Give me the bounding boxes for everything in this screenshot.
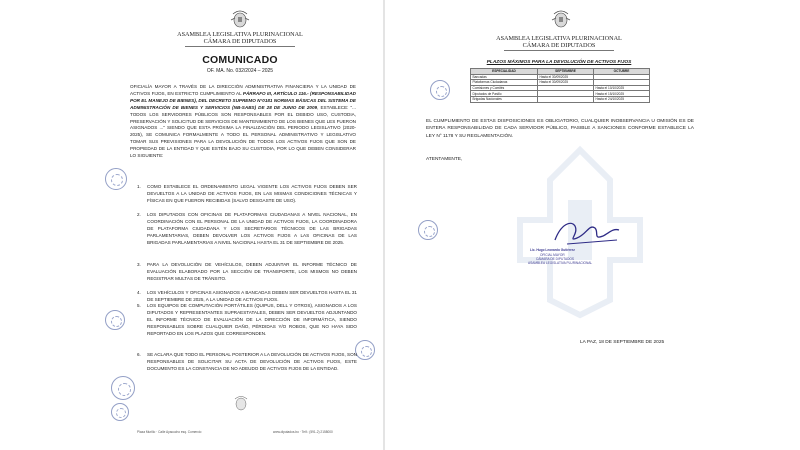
header-assembly-name: ASAMBLEA LEGISLATIVA PLURINACIONAL: [496, 35, 622, 42]
table-cell: Hasta el 10/10/2025: [593, 85, 649, 91]
table-cell: [537, 96, 593, 102]
intro-legal-ref: PÁRRAFO III, ARTÍCULO 116.- (RESPONSABILIDAD POR EL MANEJO DE BIENES), DEL DECRETO SUPREMO N°0181 NORMAS BÁSICAS DEL SISTEMA DE ADMINISTRACIÓN DE BIENES Y SERVICIOS (NB-SABS) DE 28 DE JUNIO DE 2009: [130, 90, 356, 110]
seal-stamp-icon: [105, 168, 127, 190]
reference-number: OF. MA. No. 032/2024 – 2025: [206, 68, 274, 74]
bolivia-coat-of-arms-icon: [229, 8, 251, 30]
table-cell: Plataformas Ciudadanas: [471, 80, 538, 86]
list-item: PARA LA DEVOLUCIÓN DE VEHÍCULOS, DEBEN ADJUNTAR EL INFORME TÉCNICO DE EVALUACIÓN ELABORADO POR LA SECCIÓN DE TRANSPORTE, LOS MISMOS NO DEBEN REGISTRAR MULTAS DE TRÁNSITO.: [147, 262, 357, 281]
table-cell: Hasta el 15/10/2025: [593, 91, 649, 97]
seal-stamp-icon: [418, 220, 438, 240]
list-item: LOS DIPUTADOS CON OFICINAS DE PLATAFORMAS CIUDADANAS A NIVEL NACIONAL, EN COORDINACIÓN CON EL PERSONAL DE LA UNIDAD DE ACTIVOS FIJOS, LA COORDINADORA DE PLATAFORMA CIUDADANA Y LOS SECRETARIOS TÉCNICOS DE LAS BRIGADAS PARLAMENTARIAS, DEBEN DEVOLVER LOS ACTIVOS FIJOS A LAS OFICINAS DE LAS BRIGADAS PARLAMENTARIAS A NIVEL NACIONAL HASTA EL 31 DE SEPTIEMBRE DE 2025.: [147, 212, 357, 245]
handwritten-signature: [547, 216, 627, 250]
list-item-number: 2.: [137, 212, 141, 217]
intro-text-1: OFICIALÍA MAYOR A TRAVÉS DE LA DIRECCIÓN ADMINISTRATIVA FINANCIERA Y LA UNIDAD DE ACTIVOS FIJOS, EN ESTRICTO CUMPLIMIENTO AL: [130, 84, 356, 96]
header-chamber-name: CÁMARA DE DIPUTADOS: [203, 38, 277, 45]
table-header-cell: OCTUBRE: [593, 69, 649, 75]
footer-crest-icon: [231, 393, 251, 413]
right-page: [412, 0, 706, 450]
header-rule: [504, 50, 614, 51]
closing-salutation: ATENTAMENTE,: [426, 157, 463, 162]
list-item-number: 3.: [137, 262, 141, 267]
list-item: LOS EQUIPOS DE COMPUTACIÓN PORTÁTILES (QUIPUS, DELL Y OTROS), ASIGNADOS A LOS DIPUTADOS Y REPRESENTANTES SUPRAESTATALES, DEBEN SER DEVUELTOS ADJUNTANDO EL INFORME TÉCNICO DE EVALUACIÓN DE LA DIRECCIÓN DE INFORMÁTICA, SIENDO RESPONSABLES SOBRE CUALQUIER DAÑO, PÉRDIDAS Y/O ROBOS, QUE NO HAYA SIDO REPORTADO EN LOS PLAZOS QUE CORRESPONDEN.: [147, 303, 357, 336]
footer-address: Plaza Murillo · Calle Ayacucho esq. Comercio: [137, 430, 202, 434]
seal-stamp-icon: [105, 310, 125, 330]
list-item-number: 5.: [137, 303, 141, 308]
table-cell: Hasta el 24/10/2025: [593, 96, 649, 102]
table-header-cell: ESPECIALIDAD: [471, 69, 538, 75]
signer-title: OFICIAL MAYOR: [540, 253, 565, 257]
list-item-number: 1.: [137, 184, 141, 189]
table-header-cell: SEPTIEMBRE: [537, 69, 593, 75]
list-item-number: 4.: [137, 290, 141, 295]
seal-stamp-icon: [111, 376, 135, 400]
intro-text-2: , ESTABLECE: "... TODOS LOS SERVIDORES PÚBLICOS SON RESPONSABLES POR EL DEBIDO USO, CUSTODIA, PRESERVACIÓN Y SOLICITUD DE SERVICIOS DE MANTENIMIENTO DE LOS BIENES QUE LES FUERON ASIGNADOS ..." SIENDO QUE ESTA PRÓXIMA LA FINALIZACIÓN DEL PERIODO LEGISLATIVO (2020-2025), SE COMUNICA FORMALMENTE A TODO EL PERSONAL ADMINISTRATIVO Y LEGISLATIVO TOMAR SUS PREVISIONES PARA LA DEVOLUCIÓN DE TODOS LOS ACTIVOS FIJOS QUE SON DE PROPIEDAD DE LA ENTIDAD Y QUE ESTÉN BAJO SU CUSTODIA, POR LO QUE DEBEN CONSIDERAR LO SIGUIENTE:: [130, 104, 356, 159]
list-item: SE ACLARA QUE TODO EL PERSONAL POSTERIOR A LA DEVOLUCIÓN DE ACTIVOS FIJOS, SON RESPONSABLES DE SOLICITAR SU ACTA DE DEVOLUCIÓN DE ACTIVOS FIJOS, ESTE DOCUMENTO ES LA CONSTANCIA DE NO ADEUDO DE ACTIVOS FIJOS DE LA ENTIDAD.: [147, 352, 357, 371]
list-item: LOS VEHÍCULOS Y OFICINAS ASIGNADOS A BANCADAS DEBEN SER DEVUELTOS HASTA EL 31 DE SEPTIEMBRE DE 2025, A LA UNIDAD DE ACTIVOS FIJOS.: [147, 290, 357, 302]
deadline-table: [470, 68, 650, 103]
table-cell: Comisiones y Comités: [471, 85, 538, 91]
bolivia-coat-of-arms-icon: [550, 8, 572, 30]
table-row: [471, 96, 650, 102]
header-assembly-name: ASAMBLEA LEGISLATIVA PLURINACIONAL: [177, 31, 303, 38]
intro-paragraph: [130, 84, 356, 160]
list-item: COMO ESTABLECE EL ORDENAMIENTO LEGAL VIGENTE LOS ACTIVOS FIJOS DEBEN SER DEVUELTOS A LA UNIDAD DE ACTIVOS FIJOS, EN LAS MISMAS CONDICIONES TÉCNICAS Y FÍSICAS EN QUE FUERON RECIBIDAS (SALVO DESGASTE DE USO).: [147, 184, 357, 203]
table-cell: Bancadas: [471, 74, 538, 80]
signer-assembly: ASAMBLEA LEGISLATIVA PLURINACIONAL: [528, 261, 593, 265]
header-rule: [185, 46, 295, 47]
table-cell: Hasta el 30/09/2025: [537, 74, 593, 80]
seal-stamp-icon: [355, 340, 375, 360]
page-edge: [383, 0, 385, 450]
seal-stamp-icon: [430, 80, 450, 100]
seal-stamp-icon: [111, 403, 129, 421]
table-cell: Brigadas Nacionales: [471, 96, 538, 102]
document-date: LA PAZ, 18 DE SEPTIEMBRE DE 2025: [580, 340, 665, 345]
table-cell: Diputados de Pasillo: [471, 91, 538, 97]
document-title: COMUNICADO: [202, 54, 278, 66]
header-chamber-name: CÁMARA DE DIPUTADOS: [522, 42, 596, 49]
deadline-table-caption: PLAZOS MÁXIMOS PARA LA DEVOLUCIÓN DE ACTIVOS FIJOS: [486, 60, 632, 65]
list-item-number: 6.: [137, 352, 141, 357]
footer-website: www.diputados.bo · Telf.: (591-2) 2158000: [273, 430, 333, 434]
deadline-table-body: [471, 74, 650, 102]
signer-name: Lic. Hugo Leonardo Gutiérrez: [530, 248, 575, 252]
closing-paragraph: EL CUMPLIMIENTO DE ESTAS DISPOSICIONES ES OBLIGATORIO, CUALQUIER INOBSERVANCIA U OMISIÓN ES DE ENTERA RESPONSABILIDAD DE CADA SERVIDOR PÚBLICO, PASIBLE A SANCIONES CONFORME ESTABLECE LA LEY N° 1178 Y SU REGLAMENTACIÓN.: [426, 119, 694, 139]
left-page: [97, 0, 383, 450]
table-cell: Hasta el 30/09/2025: [537, 80, 593, 86]
signer-chamber: CÁMARA DE DIPUTADOS: [536, 257, 575, 261]
